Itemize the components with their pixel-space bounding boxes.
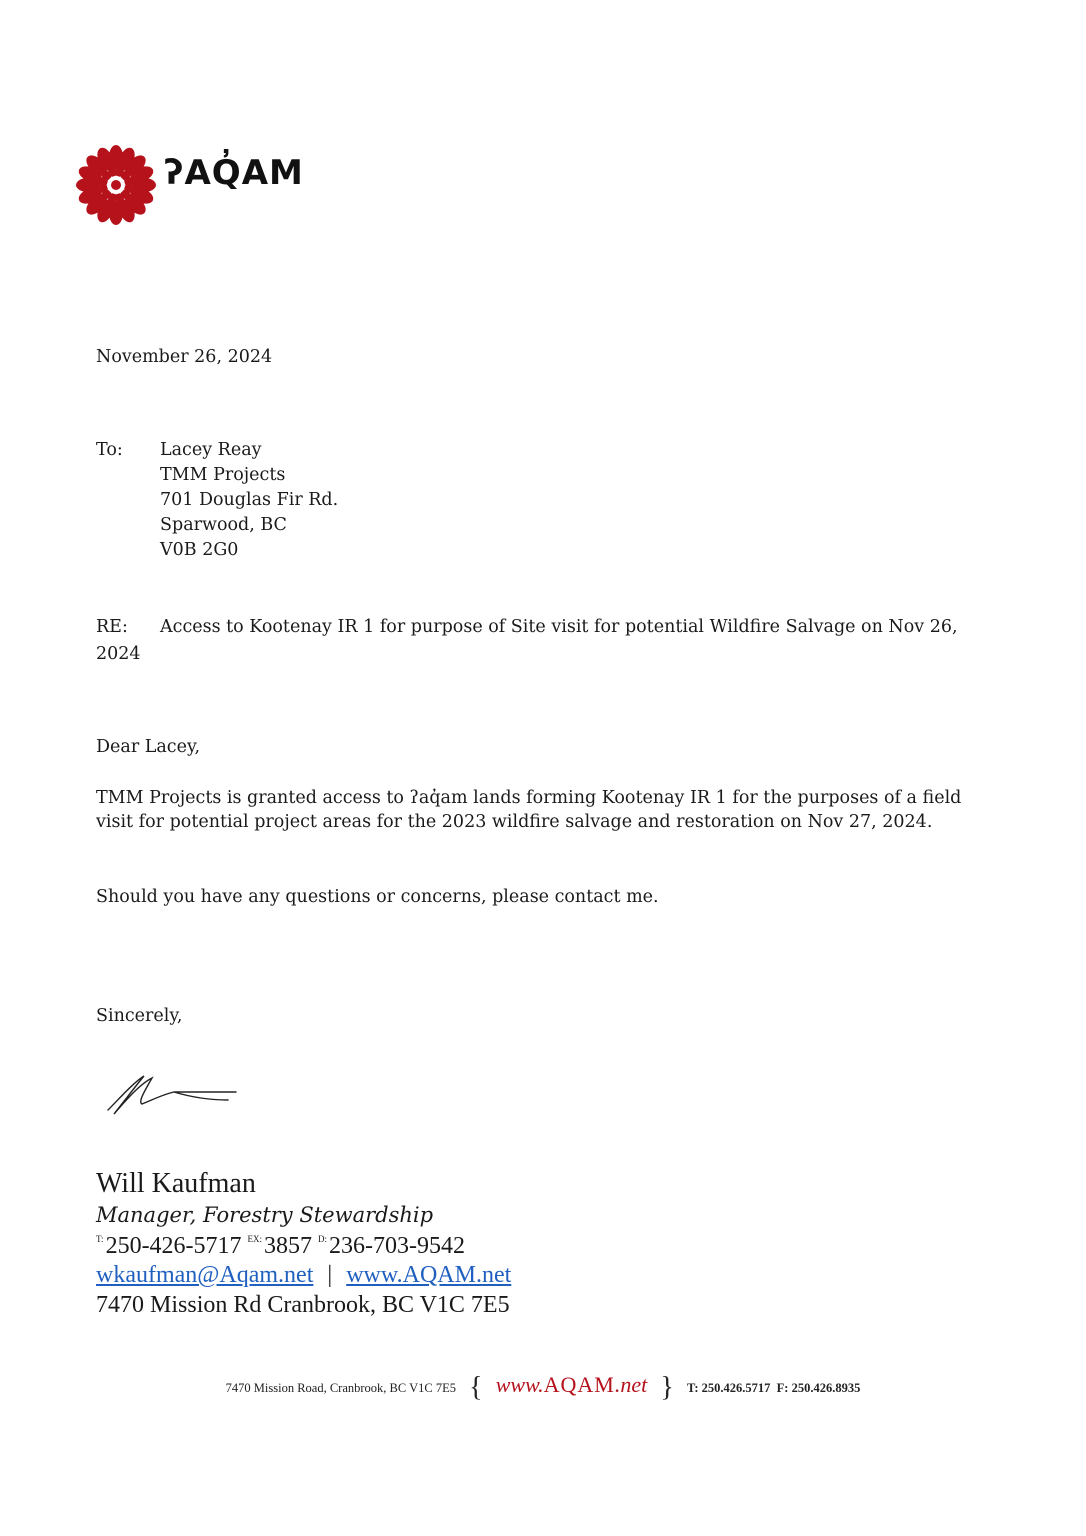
closing: Sincerely, bbox=[96, 1006, 183, 1026]
footer-brace-open: { bbox=[469, 1372, 483, 1403]
footer-address: 7470 Mission Road, Cranbrook, BC V1C 7E5 bbox=[225, 1381, 457, 1395]
flower-icon bbox=[74, 143, 158, 227]
footer-fax-label: F: bbox=[776, 1381, 789, 1395]
paragraph-2: Should you have any questions or concerns, please contact me. bbox=[96, 887, 659, 907]
link-separator: | bbox=[327, 1262, 333, 1288]
footer-brace-close: } bbox=[660, 1372, 674, 1403]
footer-website[interactable] bbox=[496, 1372, 648, 1397]
letterhead-footer bbox=[0, 1372, 1086, 1404]
direct-number: 236-703-9542 bbox=[329, 1233, 466, 1259]
aqam-logo bbox=[74, 143, 344, 227]
logo-wordmark: ʔAQ̓AM bbox=[164, 153, 304, 193]
to-label: To: bbox=[96, 440, 123, 460]
footer-web-prefix: www. bbox=[495, 1372, 544, 1397]
phone-label: T: bbox=[96, 1234, 104, 1244]
letter-date: November 26, 2024 bbox=[96, 347, 273, 367]
footer-web-main: AQAM bbox=[543, 1372, 615, 1397]
recipient-street: 701 Douglas Fir Rd. bbox=[160, 490, 339, 510]
signer-phones bbox=[96, 1233, 465, 1260]
recipient-name: Lacey Reay bbox=[160, 440, 262, 460]
re-subject-line1: Access to Kootenay IR 1 for purpose of Site visit for potential Wildfire Salvage on Nov 26, bbox=[160, 617, 958, 637]
recipient-company: TMM Projects bbox=[160, 465, 286, 485]
phone-number: 250-426-5717 bbox=[105, 1233, 242, 1259]
salutation: Dear Lacey, bbox=[96, 737, 201, 757]
direct-label: D: bbox=[318, 1234, 328, 1244]
recipient-postal: V0B 2G0 bbox=[160, 540, 239, 560]
paragraph-1-line1: TMM Projects is granted access to ʔaq̓am lands forming Kootenay IR 1 for the purposes of a field bbox=[96, 788, 962, 808]
email-link[interactable]: wkaufman@Aqam.net bbox=[96, 1262, 314, 1288]
recipient-city: Sparwood, BC bbox=[160, 515, 287, 535]
footer-fax: 250.426.8935 bbox=[791, 1381, 861, 1395]
paragraph-1-line2: visit for potential project areas for the 2023 wildfire salvage and restoration on Nov 27, 2024. bbox=[96, 812, 933, 832]
handwritten-signature bbox=[104, 1070, 244, 1120]
extension-number: 3857 bbox=[264, 1233, 313, 1259]
website-link[interactable]: www.AQAM.net bbox=[346, 1262, 512, 1288]
re-subject-line2: 2024 bbox=[96, 644, 141, 664]
signer-name: Will Kaufman bbox=[96, 1168, 256, 1199]
footer-phone-label: T: bbox=[686, 1381, 699, 1395]
signer-links bbox=[96, 1262, 511, 1289]
signer-address: 7470 Mission Rd Cranbrook, BC V1C 7E5 bbox=[96, 1292, 510, 1318]
re-label: RE: bbox=[96, 617, 128, 637]
extension-label: EX: bbox=[247, 1234, 263, 1244]
signer-title: Manager, Forestry Stewardship bbox=[96, 1203, 434, 1227]
footer-web-suffix: .net bbox=[614, 1372, 648, 1397]
footer-phone: 250.426.5717 bbox=[701, 1381, 771, 1395]
